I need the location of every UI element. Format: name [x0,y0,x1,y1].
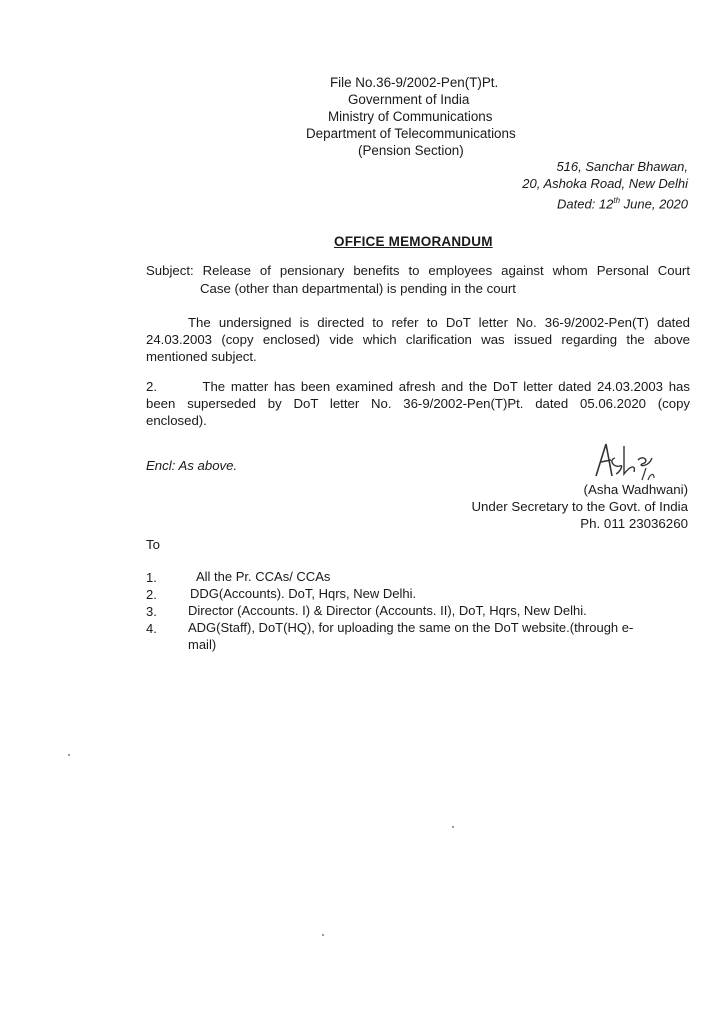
recipient-4-text-cont: mail) [188,637,217,652]
recipient-4-number: 4. [146,621,157,636]
to-label: To [146,537,160,552]
dated-sup: th [613,196,621,205]
recipient-2-text: DDG(Accounts). DoT, Hqrs, New Delhi. [190,586,417,601]
section-name: (Pension Section) [358,143,464,158]
para2-text-1: 2. The matter has been examined afresh and the DoT letter dated 24.03.2003 has [146,379,690,394]
department-name: Department of Telecommunications [306,126,516,141]
para2-line-2 [146,395,690,413]
recipient-1-text: All the Pr. CCAs/ CCAs [196,569,331,584]
recipient-3-number: 3. [146,604,157,619]
ministry-name: Ministry of Communications [328,109,493,124]
signatory-phone: Ph. 011 23036260 [580,516,688,531]
recipient-3-text: Director (Accounts. I) & Director (Accounts. II), DoT, Hqrs, New Delhi. [188,603,587,618]
government-name: Government of India [348,92,470,107]
para1-line-1 [188,314,690,332]
recipient-4-text: ADG(Staff), DoT(HQ), for uploading the same on the DoT website.(through e- [188,620,634,635]
subject-line-2: Case (other than departmental) is pending in the court [200,281,516,296]
enclosure-note: Encl: As above. [146,458,238,473]
scan-speck [452,826,454,828]
signatory-designation: Under Secretary to the Govt. of India [471,499,688,514]
handwritten-signature [590,436,660,486]
scan-speck [68,754,70,756]
para1-text-2: 24.03.2003 (copy enclosed) vide which clarification was issued regarding the above [146,332,690,347]
recipient-1-number: 1. [146,570,157,585]
address-line-1: 516, Sanchar Bhawan, [556,159,688,174]
recipient-2-number: 2. [146,587,157,602]
para1-text-1: The undersigned is directed to refer to DoT letter No. 36-9/2002-Pen(T) dated [188,315,690,330]
address-line-2: 20, Ashoka Road, New Delhi [522,176,688,191]
memo-title: OFFICE MEMORANDUM [334,234,493,249]
dated-suffix: June, 2020 [620,196,688,212]
para1-line-2 [146,331,690,349]
dated-prefix: Dated: 12 [557,196,614,212]
para1-line-3: mentioned subject. [146,349,257,364]
subject-line-1 [146,262,690,280]
subject-text-1: Subject: Release of pensionary benefits to employees against whom Personal Court [146,263,690,278]
para2-line-3: enclosed). [146,413,207,428]
dated-line [557,192,688,213]
file-number: File No.36-9/2002-Pen(T)Pt. [330,75,499,90]
para2-text-2: been superseded by DoT letter No. 36-9/2002-Pen(T)Pt. dated 05.06.2020 (copy [146,396,690,411]
scan-speck [322,934,324,936]
para2-line-1 [146,378,690,396]
signatory-name: (Asha Wadhwani) [583,482,688,497]
